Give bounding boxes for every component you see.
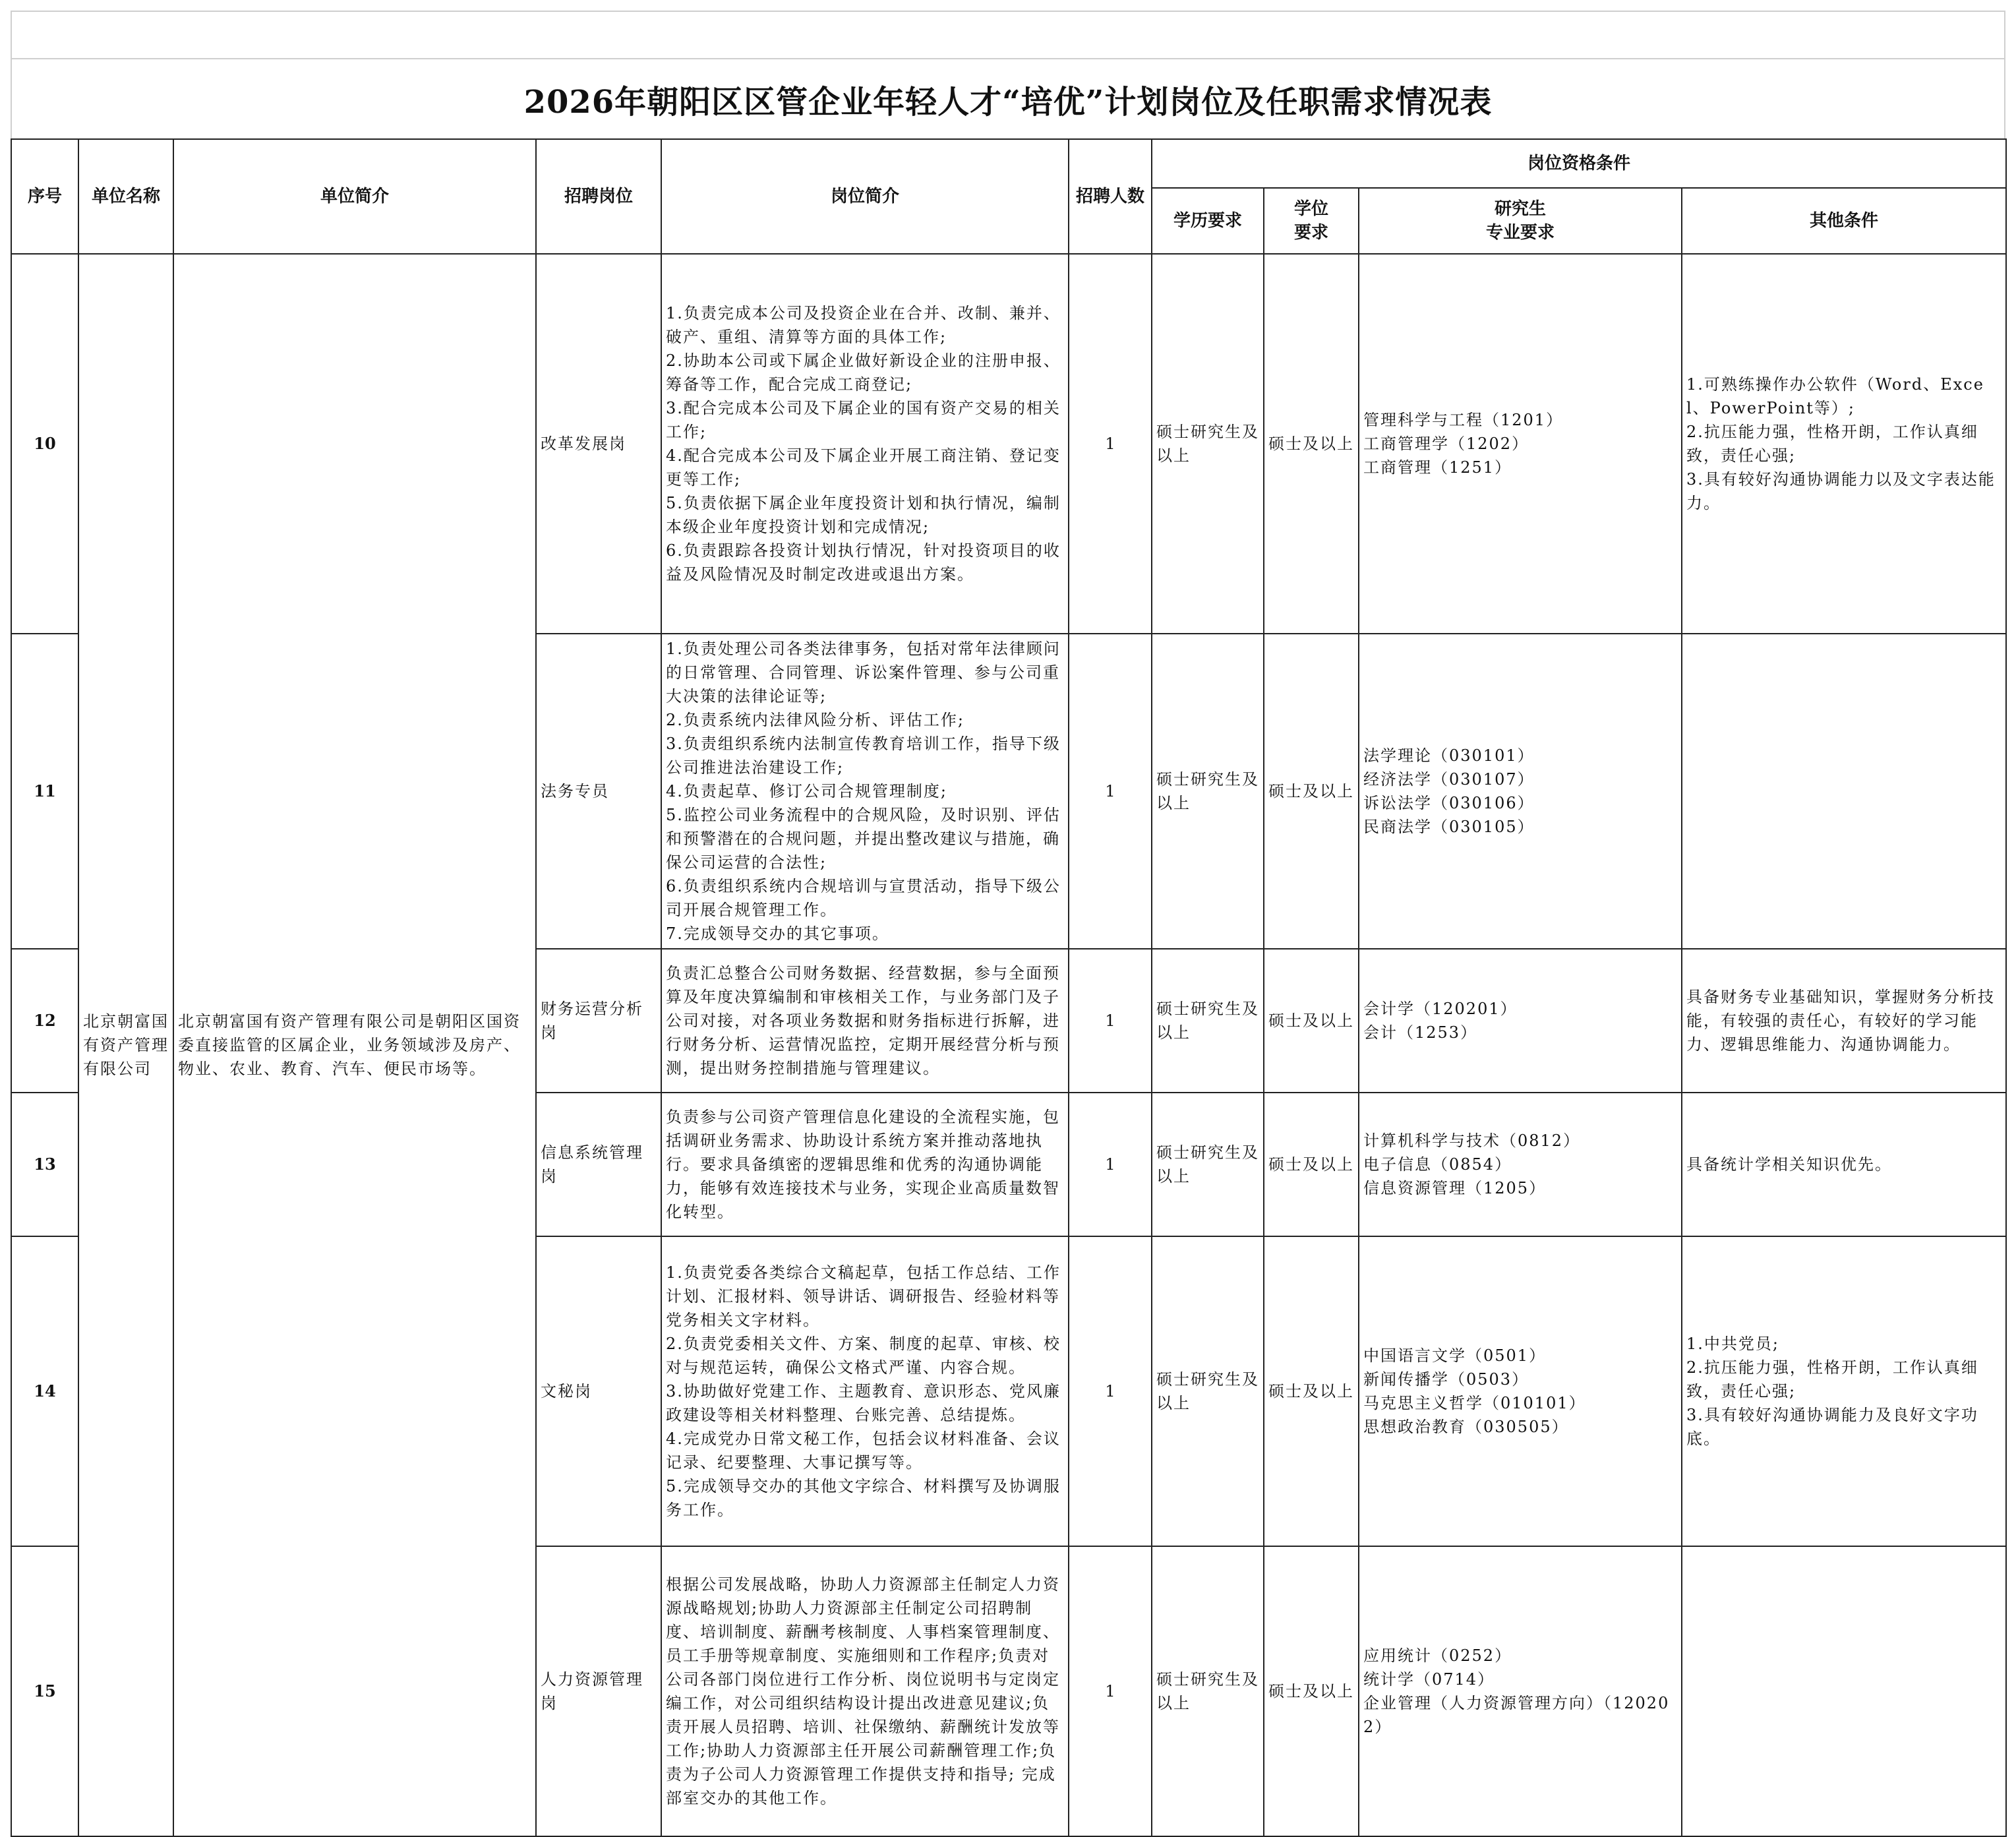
header-position: 招聘岗位 — [536, 139, 661, 254]
cell-major: 应用统计（0252） 统计学（0714） 企业管理（人力资源管理方向）（120202） — [1359, 1546, 1682, 1836]
header-other: 其他条件 — [1682, 188, 2006, 254]
cell-education: 硕士研究生及以上 — [1152, 1093, 1264, 1236]
cell-count: 1 — [1069, 1546, 1152, 1836]
page-title: 2026年朝阳区区管企业年轻人才“培优”计划岗位及任职需求情况表 — [523, 83, 1493, 121]
cell-degree: 硕士及以上 — [1264, 1236, 1359, 1546]
cell-seq: 13 — [11, 1093, 78, 1236]
cell-other — [1682, 1546, 2006, 1836]
cell-other: 具备财务专业基础知识，掌握财务分析技能，有较强的责任心，有较好的学习能力、逻辑思维能力、沟通协调能力。 — [1682, 949, 2006, 1093]
cell-major: 计算机科学与技术（0812） 电子信息（0854） 信息资源管理（1205） — [1359, 1093, 1682, 1236]
cell-major: 会计学（120201） 会计（1253） — [1359, 949, 1682, 1093]
title-bar — [11, 58, 2005, 140]
cell-education: 硕士研究生及以上 — [1152, 949, 1264, 1093]
cell-major: 中国语言文学（0501） 新闻传播学（0503） 马克思主义哲学（010101） 思想政治教育（030505） — [1359, 1236, 1682, 1546]
header-seq: 序号 — [11, 139, 78, 254]
cell-degree: 硕士及以上 — [1264, 1546, 1359, 1836]
cell-count: 1 — [1069, 1236, 1152, 1546]
cell-major: 管理科学与工程（1201） 工商管理学（1202） 工商管理（1251） — [1359, 254, 1682, 634]
header-unit-intro: 单位简介 — [173, 139, 536, 254]
cell-position: 法务专员 — [536, 634, 661, 949]
cell-position-intro: 1.负责处理公司各类法律事务，包括对常年法律顾问的日常管理、合同管理、诉讼案件管理、参与公司重大决策的法律论证等; 2.负责系统内法律风险分析、评估工作; 3.负责组织系统内法制宣传教育培训工作，指导下级公司推进法治建设工作; 4.负责起草、修订公司合规管理制度; 5.监控公司业务流程中的合规风险，及时识别、评估和预警潜在的合规问题，并提出整改建议与措施，确保公司运营的合法性; 6.负责组织系统内合规培训与宣贯活动，指导下级公司开展合规管理工作。 7.完成领导交办的其它事项。 — [661, 634, 1069, 949]
requirements-table — [11, 138, 2007, 1837]
cell-position-intro: 根据公司发展战略，协助人力资源部主任制定人力资源战略规划;协助人力资源部主任制定公司招聘制度、培训制度、薪酬考核制度、人事档案管理制度、员工手册等规章制度、实施细则和工作程序;负责对公司各部门岗位进行工作分析、岗位说明书与定岗定编工作，对公司组织结构设计提出改进意见建议;负责开展人员招聘、培训、社保缴纳、薪酬统计发放等工作;协助人力资源部主任开展公司薪酬管理工作;负责为子公司人力资源管理工作提供支持和指导; 完成部室交办的其他工作。 — [661, 1546, 1069, 1836]
cell-seq: 14 — [11, 1236, 78, 1546]
cell-count: 1 — [1069, 1093, 1152, 1236]
header-row-1 — [11, 139, 2006, 188]
cell-seq: 12 — [11, 949, 78, 1093]
cell-other: 具备统计学相关知识优先。 — [1682, 1093, 2006, 1236]
cell-position: 财务运营分析岗 — [536, 949, 661, 1093]
cell-count: 1 — [1069, 949, 1152, 1093]
cell-degree: 硕士及以上 — [1264, 949, 1359, 1093]
header-unit-name: 单位名称 — [78, 139, 173, 254]
cell-position: 改革发展岗 — [536, 254, 661, 634]
cell-count: 1 — [1069, 254, 1152, 634]
cell-position: 信息系统管理岗 — [536, 1093, 661, 1236]
cell-position-intro: 1.负责完成本公司及投资企业在合并、改制、兼并、破产、重组、清算等方面的具体工作; 2.协助本公司或下属企业做好新设企业的注册申报、筹备等工作，配合完成工商登记; 3.配合完成本公司及下属企业的国有资产交易的相关工作; 4.配合完成本公司及下属企业开展工商注销、登记变更等工作; 5.负责依据下属企业年度投资计划和执行情况，编制本级企业年度投资计划和完成情况; 6.负责跟踪各投资计划执行情况，针对投资项目的收益及风险情况及时制定改进或退出方案。 — [661, 254, 1069, 634]
cell-count: 1 — [1069, 634, 1152, 949]
header-major: 研究生 专业要求 — [1359, 188, 1682, 254]
cell-education: 硕士研究生及以上 — [1152, 1236, 1264, 1546]
top-blank-row — [11, 11, 2005, 59]
cell-unit-intro: 北京朝富国有资产管理有限公司是朝阳区国资委直接监管的区属企业，业务领域涉及房产、物业、农业、教育、汽车、便民市场等。 — [173, 254, 536, 1836]
cell-seq: 10 — [11, 254, 78, 634]
cell-degree: 硕士及以上 — [1264, 1093, 1359, 1236]
cell-position: 文秘岗 — [536, 1236, 661, 1546]
cell-position-intro: 负责汇总整合公司财务数据、经营数据，参与全面预算及年度决算编制和审核相关工作，与业务部门及子公司对接，对各项业务数据和财务指标进行拆解，进行财务分析、运营情况监控，定期开展经营分析与预测，提出财务控制措施与管理建议。 — [661, 949, 1069, 1093]
header-degree: 学位 要求 — [1264, 188, 1359, 254]
header-position-intro: 岗位简介 — [661, 139, 1069, 254]
cell-other — [1682, 634, 2006, 949]
header-count: 招聘人数 — [1069, 139, 1152, 254]
cell-education: 硕士研究生及以上 — [1152, 634, 1264, 949]
cell-position-intro: 负责参与公司资产管理信息化建设的全流程实施，包括调研业务需求、协助设计系统方案并推动落地执行。要求具备缜密的逻辑思维和优秀的沟通协调能力，能够有效连接技术与业务，实现企业高质量数智化转型。 — [661, 1093, 1069, 1236]
cell-seq: 15 — [11, 1546, 78, 1836]
cell-education: 硕士研究生及以上 — [1152, 1546, 1264, 1836]
cell-other: 1.中共党员; 2.抗压能力强，性格开朗，工作认真细致，责任心强; 3.具有较好沟通协调能力及良好文字功底。 — [1682, 1236, 2006, 1546]
cell-unit-name: 北京朝富国有资产管理有限公司 — [78, 254, 173, 1836]
cell-position-intro: 1.负责党委各类综合文稿起草，包括工作总结、工作计划、汇报材料、领导讲话、调研报告、经验材料等党务相关文字材料。 2.负责党委相关文件、方案、制度的起草、审核、校对与规范运转，确保公文格式严谨、内容合规。 3.协助做好党建工作、主题教育、意识形态、党风廉政建设等相关材料整理、台账完善、总结提炼。 4.完成党办日常文秘工作，包括会议材料准备、会议记录、纪要整理、大事记撰写等。 5.完成领导交办的其他文字综合、材料撰写及协调服务工作。 — [661, 1236, 1069, 1546]
cell-seq: 11 — [11, 634, 78, 949]
header-qualifications: 岗位资格条件 — [1152, 139, 2006, 188]
cell-position: 人力资源管理岗 — [536, 1546, 661, 1836]
cell-degree: 硕士及以上 — [1264, 634, 1359, 949]
cell-degree: 硕士及以上 — [1264, 254, 1359, 634]
cell-education: 硕士研究生及以上 — [1152, 254, 1264, 634]
cell-major: 法学理论（030101） 经济法学（030107） 诉讼法学（030106） 民商法学（030105） — [1359, 634, 1682, 949]
table-row — [11, 254, 2006, 634]
header-education: 学历要求 — [1152, 188, 1264, 254]
cell-other: 1.可熟练操作办公软件（Word、Excel、PowerPoint等）; 2.抗压能力强，性格开朗，工作认真细致，责任心强; 3.具有较好沟通协调能力以及文字表达能力。 — [1682, 254, 2006, 634]
